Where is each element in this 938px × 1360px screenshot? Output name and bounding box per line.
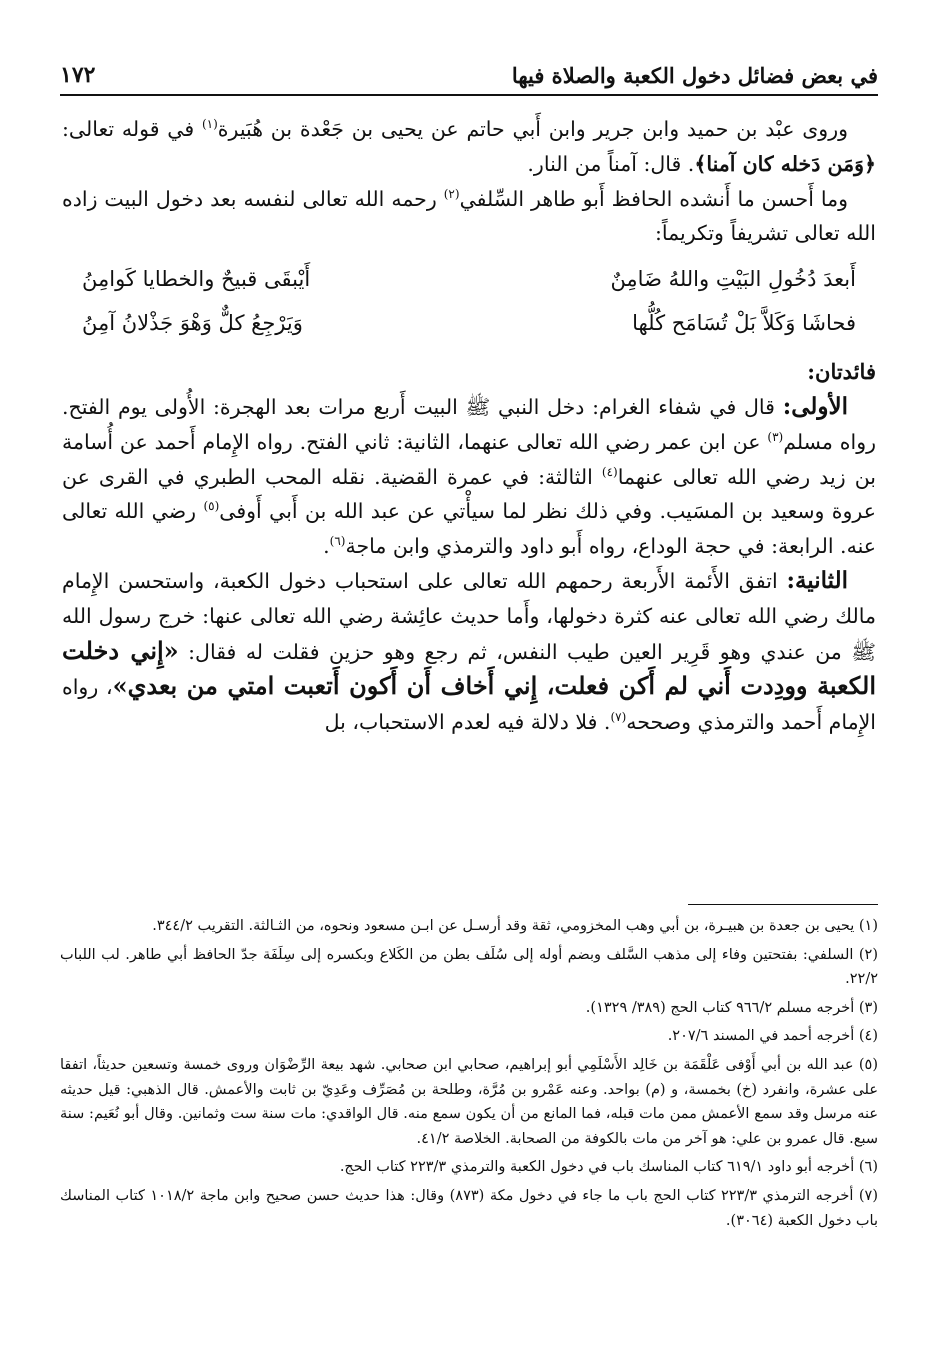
running-title: في بعض فضائل دخول الكعبة والصلاة فيها xyxy=(511,63,878,88)
paragraph-second-benefit xyxy=(62,564,876,740)
footnotes xyxy=(60,914,878,1237)
paragraph-2 xyxy=(62,182,876,252)
footnote-ref: (٣) xyxy=(767,429,784,444)
text-run: رضي الله تعالى عنه. الرابعة: في حجة الوداع، رواه أَبو داود والترمذي وابن ماجة xyxy=(62,499,876,559)
footnote-ref: (١) xyxy=(201,117,218,132)
hemistich-first: فحاشَا وَكَلاَّ بَلْ تُسَامَح كُلُّها xyxy=(632,311,856,336)
footnote: (٣) أخرجه مسلم ٩٦٦/٢ كتاب الحج (٣٨٩/ ١٣٢٩). xyxy=(585,999,878,1016)
hemistich-second: وَيَرْجِعُ كلٌّ وَهْوَ جَذْلانُ آمِنُ xyxy=(82,311,303,336)
text-run: الثالثة: في عمرة القضية. نقله المحب الطبري في القرى عن عروة وسعيد بن المسَيب. وفي ذلك نظر لما سيأْتي عن عبد الله بن أَبي أَوفى xyxy=(62,464,876,524)
text-run: . قال: آمناً من النار. xyxy=(527,151,695,176)
poem xyxy=(62,257,876,345)
poem-line-1 xyxy=(82,257,856,301)
footnote-ref: (٧) xyxy=(610,710,627,725)
footnote-ref: (٢) xyxy=(443,186,460,201)
text-run: رحمه الله تعالى لنفسه بعد دخول البيت زاده الله تعالى تشريفاً وتكريماً: xyxy=(62,186,876,246)
hadith-quote: «إِني دخلت الكعبة وودِدت أَني لم أَكن فعلت، إِني أَخاف أَن أَكون أَتعبت امتي من بعدي» xyxy=(62,635,876,701)
footnote: (٤) أخرجه أحمد في المسند ٢٠٧/٦. xyxy=(667,1028,878,1045)
text-run: ، رواه الإِمام أَحمد والترمذي وصححه xyxy=(62,675,876,735)
text-run: عن ابن عمر رضي الله تعالى عنهما، الثانية: ثاني الفتح. رواه الإِمام أَحمد عن أُسامة بن زيد رضي الله تعالى عنهما xyxy=(62,429,877,489)
poem-line-2 xyxy=(82,301,856,345)
footnote: (٧) أخرجه الترمذي ٢٢٣/٣ كتاب الحج باب ما جاء في دخول مكة (٨٧٣) وقال: هذا حديث حسن صحيح وابن ماجة ١٠١٨/٢ كتاب المناسك باب دخول الكعبة (٣٠٦٤). xyxy=(60,1187,878,1229)
text-run: وروى عبْد بن حميد وابن جرير وابن أَبي حاتم عن يحيى بن جَعْدة بن هُبَيرة xyxy=(217,117,848,141)
footnote-ref: (٦) xyxy=(329,534,346,549)
hemistich-second: أَيْبقَى قبيحٌ والخطايا كَوامِنُ xyxy=(82,267,311,292)
footnote-separator xyxy=(688,904,878,905)
text-run: في قوله تعالى: xyxy=(62,117,202,141)
text-run: . فلا دلالة فيه لعدم الاستحباب، بل xyxy=(324,710,611,735)
footnote-ref: (٥) xyxy=(203,499,220,514)
footnote: (١) يحيى بن جعدة بن هبيـرة، بن أبي وهب المخزومي، ثقة وقد أرسـل عن ابـن مسعود ونحوه، من الثـالثة. التقريب ٣٤٤/٢. xyxy=(152,918,878,934)
hemistich-first: أَبعدَ دُخُولِ البَيْتِ واللهُ ضَامِنٌ xyxy=(610,267,856,292)
paragraph-first-benefit xyxy=(62,390,876,564)
text-run: . xyxy=(323,534,330,559)
page-header xyxy=(60,52,878,96)
paragraph-1 xyxy=(62,112,876,182)
text-run: وما أَحسن ما أَنشده الحافظ أَبو طاهر السِّلفي xyxy=(459,186,849,211)
footnote: (٥) عبد الله بن أبي أَوْفى عَلْقَمَة بن خَالِد الأَسْلَمِي أبو إبراهيم، صحابي ابن صحابي. شهد بيعة الرِّضْوَان وروى خمسة وتسعين حديثاً، اتفقا على عشرة، وانفرد (خ) بخمسة، و (م) بواحد. وعنه عَمْرو بن مُرَّة، وطلحة بن مُصَرِّف وعَدِيّ بن ثابت والأعمش. قال الذهبي: قيل حديثه عنه مرسل وقد سمع الأعمش ممن مات قبله، فما المانع من أن يكون سمع منه. قال الواقدي: مات سنة ست وثمانين. وقال أبو نُعَيم: سنة سبع. قال عمرو بن علي: هو آخر من مات بالكوفة من الصحابة. الخلاصة ٤١/٢. xyxy=(60,1056,878,1147)
footnote: (٢) السلفي: بفتحتين وفاء إلى مذهب السَّلف وبضم أوله إلى سُلَف بطن من الكَلاع وبكسره إلى سِلَفَة جدّ الحافظ أبي طاهر. لب اللباب ٢٢/٢. xyxy=(60,946,878,988)
footnote-ref: (٤) xyxy=(601,464,618,479)
section-heading: فائدتان: xyxy=(807,359,876,385)
main-text xyxy=(62,112,876,740)
text-run: قال في شفاء الغرام: دخل النبي ﷺ البيت أَربع مرات بعد الهجرة: الأُولى يوم الفتح. رواه مسلم xyxy=(62,394,876,454)
lead-word: الثانية: xyxy=(786,566,848,594)
lead-word: الأولى: xyxy=(782,392,848,420)
footnote: (٦) أخرجه أبو داود ٦١٩/١ كتاب المناسك باب في دخول الكعبة والترمذي ٢٢٣/٣ كتاب الحج. xyxy=(339,1159,878,1176)
text-run: اتفق الأَئمة الأَربعة رحمهم الله تعالى على استحباب دخول الكعبة، واستحسن الإِمام مالك رضي الله تعالى عنه كثرة دخولها، وأَما حديث عائِشة رضي الله تعالى عنها: خرج رسول الله ﷺ من عندي وهو قَرِير العين طيب النفس، ثم رجع وهو حزين فقلت له فقال: xyxy=(62,568,876,664)
quran-verse: ﴿وَمَن دَخله كان آمنا﴾ xyxy=(694,151,876,176)
page-number: ١٧٢ xyxy=(60,62,96,88)
